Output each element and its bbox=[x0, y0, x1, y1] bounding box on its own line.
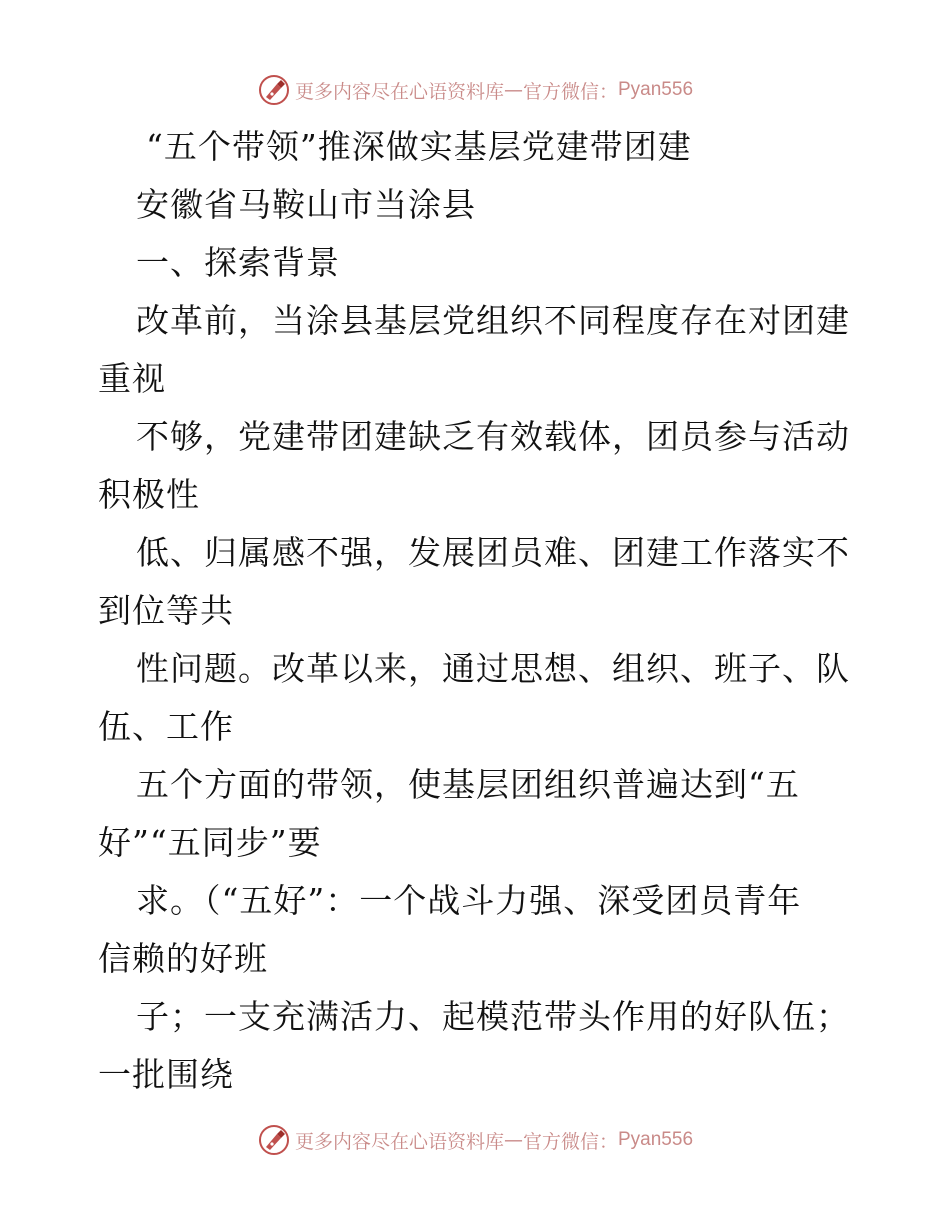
paragraph-line: 求。（“五好”：一个战斗力强、深受团员青年 bbox=[136, 881, 802, 920]
paragraph-line: 性问题。改革以来，通过思想、组织、班子、队 bbox=[136, 649, 850, 688]
document-title: “五个带领”推深做实基层党建带团建 bbox=[146, 127, 692, 166]
watermark-separator: — bbox=[503, 1129, 523, 1151]
watermark-header bbox=[0, 70, 950, 110]
document-author: 安徽省马鞍山市当涂县 bbox=[136, 185, 476, 224]
watermark-contact-label: 官方微信： bbox=[522, 1130, 618, 1153]
paragraph-line: 五个方面的带领，使基层团组织普遍达到“五 bbox=[136, 765, 800, 804]
paragraph-line: 子；一支充满活力、起模范带头作用的好队伍； bbox=[136, 997, 850, 1036]
paragraph-line: 伍、工作 bbox=[98, 707, 234, 746]
document-body bbox=[98, 118, 858, 1104]
pen-nib-icon bbox=[257, 73, 291, 107]
watermark-text: 更多内容尽在心语资料库 bbox=[294, 1130, 504, 1153]
paragraph-line: 重视 bbox=[98, 359, 166, 398]
paragraph-line: 不够，党建带团建缺乏有效载体，团员参与活动 bbox=[136, 417, 850, 456]
watermark-text: 更多内容尽在心语资料库 bbox=[294, 80, 504, 103]
watermark-contact-id: Pyan556 bbox=[618, 1129, 694, 1150]
pen-nib-icon bbox=[257, 1123, 291, 1157]
paragraph-line: 到位等共 bbox=[98, 591, 234, 630]
paragraph-line: 低、归属感不强，发展团员难、团建工作落实不 bbox=[136, 533, 850, 572]
paragraph-lines bbox=[98, 292, 858, 1104]
paragraph-line: 一批围绕 bbox=[98, 1055, 234, 1094]
watermark-contact-label: 官方微信： bbox=[522, 80, 618, 103]
paragraph-line: 改革前，当涂县基层党组织不同程度存在对团建 bbox=[136, 301, 850, 340]
paragraph-line: 好”“五同步”要 bbox=[98, 823, 322, 862]
paragraph-line: 信赖的好班 bbox=[98, 939, 268, 978]
paragraph-line: 积极性 bbox=[98, 475, 200, 514]
watermark-footer bbox=[0, 1120, 950, 1160]
watermark-contact-id: Pyan556 bbox=[618, 79, 694, 100]
section-heading: 一、探索背景 bbox=[136, 243, 340, 282]
watermark-separator: — bbox=[503, 79, 523, 101]
